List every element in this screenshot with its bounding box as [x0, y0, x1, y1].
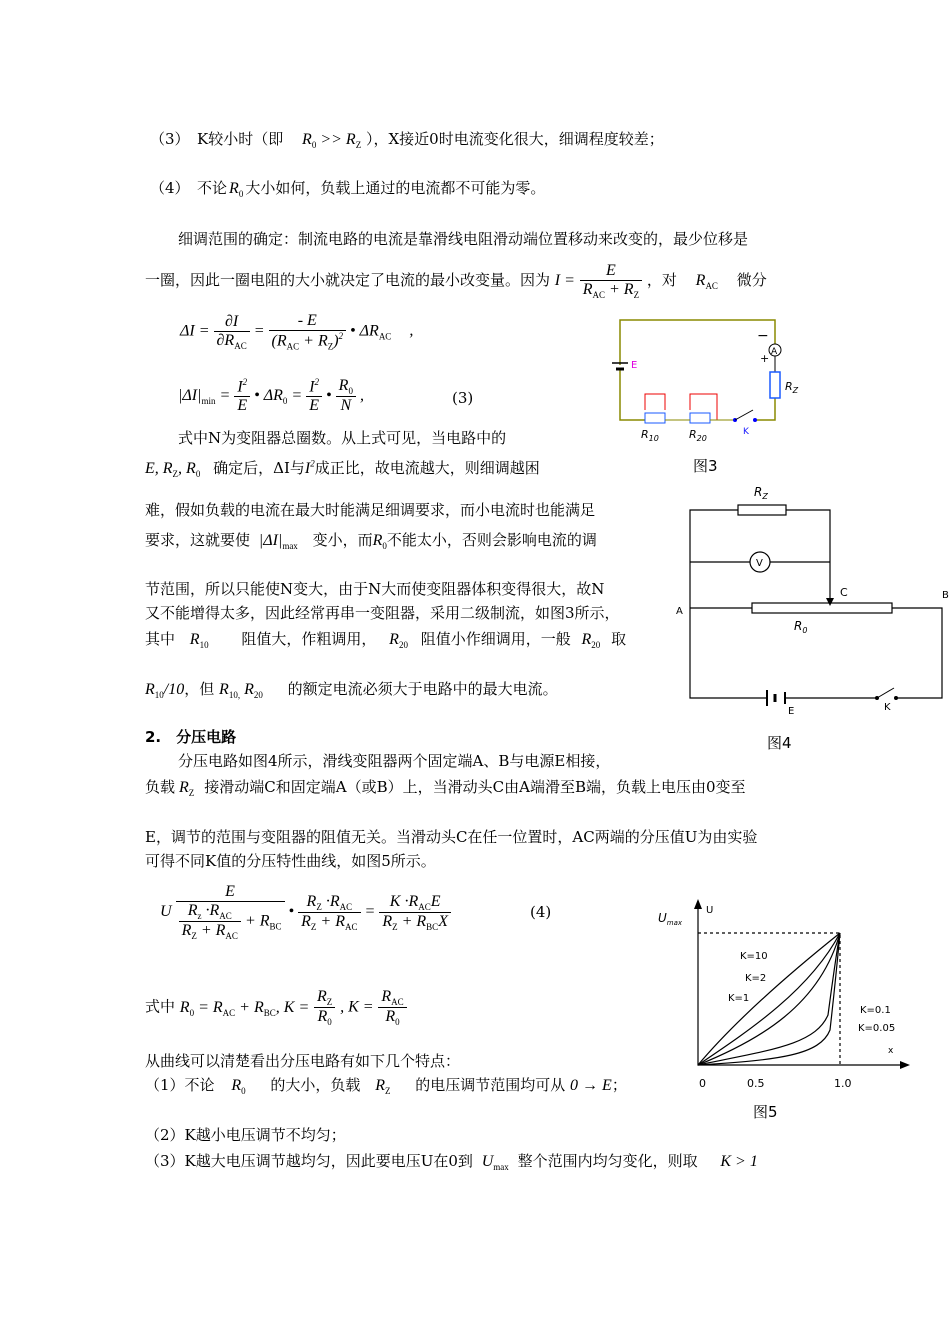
svg-text:R10: $R_{10}$	[641, 428, 659, 443]
paragraph-q4: 可得不同K值的分压特性曲线，如图5所示。	[145, 852, 436, 870]
paragraph-q3: E，调节的范围与变阻器的阻值无关。当滑动头C在任一位置时，AC两端的分压值U为由实验	[145, 828, 758, 846]
svg-text:K: K	[884, 702, 891, 713]
fig4-caption: 图4	[767, 734, 792, 752]
equation-delta-i: ΔI = $\frac{\partial I}{\partial R_{AC}}$ = $\frac{- E}{(R_{AC} + R_Z)^2}$ • $\Delta R_{AC}$ ,	[180, 312, 414, 352]
svg-text:RZ: $R_Z$	[754, 485, 768, 501]
section-heading: 2. 分压电路	[145, 728, 237, 746]
svg-text:U: U	[706, 905, 714, 916]
svg-text:K=0.1: K=0.1	[860, 1005, 891, 1016]
paragraph-line-2: 一圈，因此一圈电阻的大小就决定了电流的最小改变量。因为 I = $\frac{E}{R_{AC} + R_Z}$ ，对 $R_{AC}$ 微分	[145, 262, 767, 301]
fig3-caption: 图3	[693, 457, 718, 475]
svg-text:x: x	[888, 1046, 894, 1056]
formula-current: I =	[554, 272, 575, 290]
paragraph-q2: 负载 $R_Z$ 接滑动端C和固定端A（或B）上，当滑动头C由A端滑至B端，负载上电压由0变至	[145, 778, 746, 799]
svg-text:−: −	[757, 328, 769, 344]
svg-text:A: A	[676, 606, 683, 617]
paragraph-line-4: E, $R_Z$, $R_0$ 确定后，ΔI与$I^2$成正比，故电流越大，则细调越困	[145, 458, 540, 480]
equation-number-4: (4)	[530, 903, 552, 921]
figure-5-curves	[650, 895, 920, 1125]
svg-text:R0: $R_0$	[794, 619, 808, 635]
svg-text:K=2: K=2	[745, 973, 767, 984]
equation-number-3: (3)	[452, 389, 474, 407]
paragraph-line-6: 要求，这就要使 $|\Delta I|_{max}$ 变小，而$R_0$不能太小，否则会影响电流的调	[145, 531, 597, 552]
paragraph-line-5: 难，假如负载的电流在最大时能满足细调要求，而小电流时也能满足	[145, 501, 596, 519]
svg-text:0.5: 0.5	[747, 1077, 765, 1090]
figure-3-circuit	[605, 310, 815, 475]
paragraph-q1: 分压电路如图4所示，滑线变阻器两个固定端A、B与电源E相接，	[178, 752, 611, 770]
voltmeter-icon: V	[756, 558, 763, 569]
paragraph-line-3: 式中N为变阻器总圈数。从上式可见，当电路中的	[178, 429, 507, 447]
paragraph-line-9: 其中 $R_{10}$ 阻值大，作粗调用， $R_{20}$ 阻值小作细调用，一般 $R_{20}$ 取	[145, 630, 627, 651]
svg-text:K=10: K=10	[740, 951, 768, 962]
paragraph-q6: 从曲线可以清楚看出分压电路有如下几个特点：	[145, 1052, 461, 1070]
figure-4-circuit	[672, 478, 950, 753]
formula-r0-gg-rz: $R_0 >> R_Z$	[302, 131, 362, 151]
feature-3: （3）K越大电压调节越均匀，因此要电压U在0到 $U_{max}$ 整个范围内均匀变化，则取 K > 1	[145, 1152, 758, 1173]
svg-text:E: E	[788, 706, 795, 717]
svg-text:RZ: $R_Z$	[785, 380, 799, 395]
paragraph-where: 式中 $R_0 = R_{AC} + R_{BC}$, K = $\frac{R_Z}{R_0}$ , K = $\frac{R_{AC}}{R_0}$	[145, 988, 407, 1027]
svg-text:Umax: $U_{max}$	[658, 911, 683, 927]
paragraph-line-7: 节范围，所以只能使N变大，由于N大而使变阻器体积变得很大，故N	[145, 580, 605, 598]
svg-text:B: B	[942, 590, 949, 601]
equation-4: U E $\frac{R_z \cdot R_{AC}}{R_Z + R_{AC}}$ + $R_{BC}$ • $\frac{R_Z \cdot R_{AC}}{R_Z + R_{AC}}$ = $\frac{K \cdot R_{AC}E}{R_Z + R_{BC}X}$	[160, 883, 451, 941]
svg-text:R20: $R_{20}$	[689, 428, 707, 443]
svg-text:1.0: 1.0	[834, 1077, 852, 1090]
paragraph-line-8: 又不能增得太多，因此经常再串一变阻器，采用二级制流，如图3所示，	[145, 604, 620, 622]
item-4: （4） 不论 $R_0$ 大小如何，负载上通过的电流都不可能为零。	[150, 179, 546, 200]
svg-text:C: C	[840, 586, 848, 599]
feature-2: （2）K越小电压调节不均匀；	[145, 1126, 346, 1144]
paragraph-line-10: $R_{10}/10$，但 $R_{10,}$ $R_{20}$ 的额定电流必须大于电路中的最大电流。	[145, 680, 558, 701]
svg-text:K=1: K=1	[728, 993, 750, 1004]
svg-text:0: 0	[699, 1077, 706, 1090]
equation-3: $|\Delta I|_{min}$ = $\frac{I^2}{E}$ • $\Delta R_0$ = $\frac{I^2}{E}$ • $\frac{R_0}{N}$ ,	[178, 377, 364, 415]
paragraph-fine-range: 细调范围的确定：制流电路的电流是靠滑线电阻滑动端位置移动来改变的，最少位移是	[178, 230, 749, 248]
fig3-label-e: E	[631, 360, 638, 371]
svg-text:K=0.05: K=0.05	[858, 1023, 896, 1034]
fig3-rz	[770, 372, 780, 398]
svg-text:K: K	[743, 427, 749, 437]
svg-text:+: +	[760, 352, 770, 365]
fig5-caption: 图5	[753, 1103, 778, 1121]
svg-text:A: A	[771, 347, 778, 357]
feature-1: （1）不论 $R_0$ 的大小，负载 $R_Z$ 的电压调节范围均可从 0 → E；	[145, 1076, 627, 1097]
item-3: （3） K较小时（即 $R_0 >> R_Z$ ），X接近0时电流变化很大，细调程度较差；	[150, 130, 664, 151]
